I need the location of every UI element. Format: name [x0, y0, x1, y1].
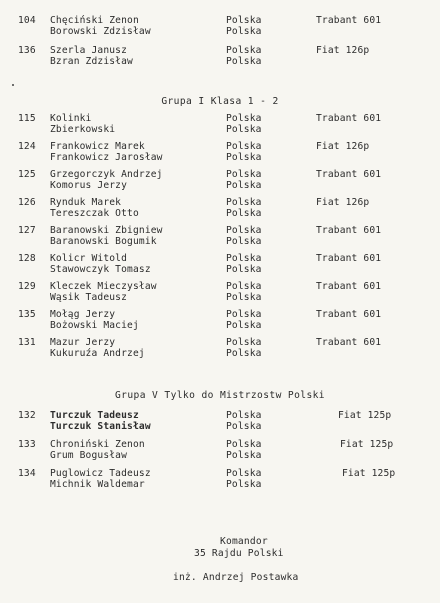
country: Polska — [226, 468, 262, 479]
country: Polska — [226, 410, 262, 421]
country: Polska — [226, 320, 262, 331]
start-number: 131 — [18, 337, 36, 348]
entry-line — [0, 124, 440, 136]
country: Polska — [226, 348, 262, 359]
car-model: Fiat 126p — [316, 141, 370, 152]
driver-name: Kolicr Witold — [50, 253, 128, 264]
footer-signature: inż. Andrzej Postawka — [173, 572, 299, 583]
country: Polska — [226, 281, 262, 292]
driver-name: Grzegorczyk Andrzej — [50, 169, 163, 180]
country: Polska — [226, 180, 262, 191]
country: Polska — [226, 208, 262, 219]
codriver-name: Bzran Zdzisław — [50, 56, 133, 67]
start-number: 127 — [18, 225, 36, 236]
country: Polska — [226, 56, 262, 67]
codriver-name: Tereszczak Otto — [50, 208, 139, 219]
country: Polska — [226, 253, 262, 264]
driver-name: Puglowicz Tadeusz — [50, 468, 151, 479]
car-model: Trabant 601 — [316, 253, 382, 264]
codriver-name: Borowski Zdzisław — [50, 26, 151, 37]
car-model: Fiat 125p — [342, 468, 396, 479]
country: Polska — [226, 45, 262, 56]
footer-title: Komandor — [220, 536, 268, 547]
driver-name: Mołąg Jerzy — [50, 309, 116, 320]
driver-name: Rynduk Marek — [50, 197, 122, 208]
country: Polska — [226, 197, 262, 208]
driver-name: Baranowski Zbigniew — [50, 225, 163, 236]
entry-line — [0, 236, 440, 248]
car-model: Trabant 601 — [316, 281, 382, 292]
entry-line — [0, 421, 440, 433]
entry-line — [0, 180, 440, 192]
codriver-name: Wąsik Tadeusz — [50, 292, 128, 303]
country: Polska — [226, 141, 262, 152]
start-number: 135 — [18, 309, 36, 320]
entry-line — [0, 320, 440, 332]
codriver-name: Michnik Waldemar — [50, 479, 145, 490]
driver-name: Kleczek Mieczysław — [50, 281, 157, 292]
entry-line — [0, 479, 440, 491]
start-number: 104 — [18, 15, 36, 26]
entry-line — [0, 56, 440, 68]
entry-line — [0, 208, 440, 220]
car-model: Fiat 126p — [316, 197, 370, 208]
country: Polska — [226, 264, 262, 275]
codriver-name: Kukuruźa Andrzej — [50, 348, 145, 359]
driver-name: Turczuk Tadeusz — [50, 410, 139, 421]
country: Polska — [226, 152, 262, 163]
codriver-name: Zbierkowski — [50, 124, 116, 135]
codriver-name: Turczuk Stanisław — [50, 421, 151, 432]
entry-line — [0, 348, 440, 360]
entry-line — [0, 26, 440, 38]
start-number: 115 — [18, 113, 36, 124]
country: Polska — [226, 15, 262, 26]
start-number: 129 — [18, 281, 36, 292]
entry-line — [0, 292, 440, 304]
country: Polska — [226, 337, 262, 348]
footer-event: 35 Rajdu Polski — [194, 548, 284, 559]
country: Polska — [226, 124, 262, 135]
driver-name: Frankowicz Marek — [50, 141, 145, 152]
car-model: Trabant 601 — [316, 337, 382, 348]
country: Polska — [226, 26, 262, 37]
codriver-name: Frankowicz Jarosław — [50, 152, 163, 163]
car-model: Fiat 125p — [340, 439, 394, 450]
car-model: Trabant 601 — [316, 309, 382, 320]
driver-name: Kolinki — [50, 113, 92, 124]
country: Polska — [226, 421, 262, 432]
driver-name: Szerla Janusz — [50, 45, 128, 56]
car-model: Trabant 601 — [316, 113, 382, 124]
codriver-name: Grum Bogusław — [50, 450, 128, 461]
start-number: 133 — [18, 439, 36, 450]
car-model: Fiat 125p — [338, 410, 392, 421]
codriver-name: Stawowczyk Tomasz — [50, 264, 151, 275]
entry-line — [0, 264, 440, 276]
country: Polska — [226, 169, 262, 180]
start-number: 136 — [18, 45, 36, 56]
driver-name: Mazur Jerzy — [50, 337, 116, 348]
start-number: 128 — [18, 253, 36, 264]
country: Polska — [226, 236, 262, 247]
codriver-name: Bożowski Maciej — [50, 320, 139, 331]
driver-name: Chroniński Zenon — [50, 439, 145, 450]
start-number: 124 — [18, 141, 36, 152]
country: Polska — [226, 450, 262, 461]
car-model: Fiat 126p — [316, 45, 370, 56]
section-title-group-1: Grupa I Klasa 1 - 2 — [161, 96, 279, 107]
start-number: 125 — [18, 169, 36, 180]
car-model: Trabant 601 — [316, 169, 382, 180]
country: Polska — [226, 225, 262, 236]
entry-line — [0, 152, 440, 164]
stray-dot — [12, 84, 14, 86]
country: Polska — [226, 292, 262, 303]
country: Polska — [226, 309, 262, 320]
start-number: 126 — [18, 197, 36, 208]
codriver-name: Komorus Jerzy — [50, 180, 128, 191]
car-model: Trabant 601 — [316, 15, 382, 26]
entry-line — [0, 450, 440, 462]
country: Polska — [226, 479, 262, 490]
country: Polska — [226, 113, 262, 124]
section-title-group-5: Grupa V Tylko do Mistrzostw Polski — [115, 390, 325, 401]
driver-name: Chęciński Zenon — [50, 15, 139, 26]
start-number: 132 — [18, 410, 36, 421]
car-model: Trabant 601 — [316, 225, 382, 236]
codriver-name: Baranowski Bogumik — [50, 236, 157, 247]
country: Polska — [226, 439, 262, 450]
start-number: 134 — [18, 468, 36, 479]
